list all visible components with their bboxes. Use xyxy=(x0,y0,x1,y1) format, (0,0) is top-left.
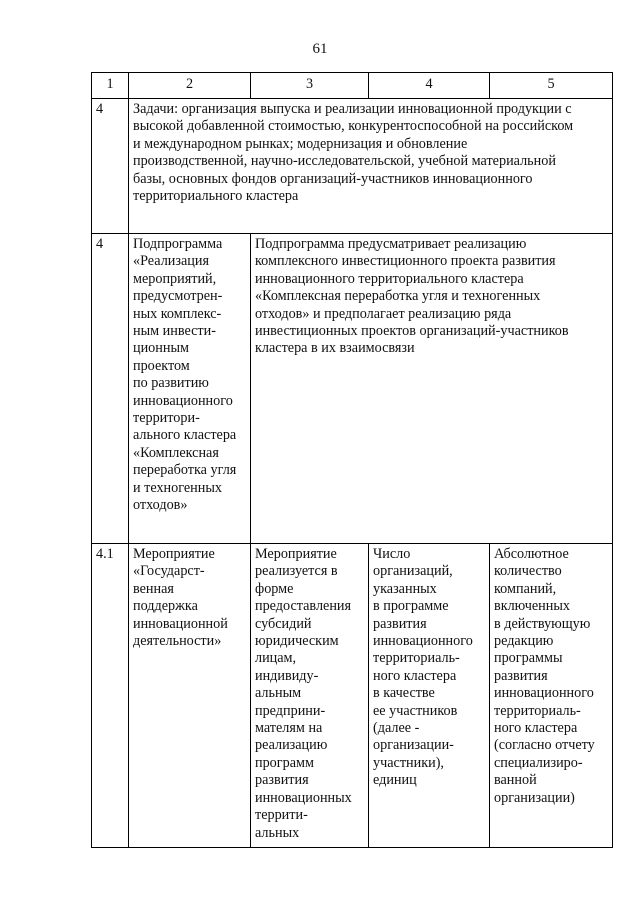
event-calculation-text: Абсолютное количество компаний, включенных в действующую редакцию программы развития инновационного территориаль- ного кластера (согласно отчету специализиро- ванной организации) xyxy=(494,546,595,806)
subprogram-description-text: Подпрограмма предусматривает реализацию комплексного инвестиционного проекта развития инновационного территориального кластера «Комплексная переработка угля и техногенных отходов» и предполагает реализацию ряда инвестиционных проектов организаций-участников кластера в их взаимосвязи xyxy=(255,236,569,357)
event-calculation xyxy=(490,544,613,848)
page-number: 61 xyxy=(312,41,328,57)
header-cell-1: 1 xyxy=(92,73,129,99)
subprogram-name xyxy=(129,234,251,544)
table-row-subprogram xyxy=(92,234,613,544)
header-cell-4: 4 xyxy=(369,73,490,99)
header-cell-2: 2 xyxy=(129,73,251,99)
table-row-event xyxy=(92,544,613,848)
row-number: 4 xyxy=(92,234,129,544)
header-cell-3: 3 xyxy=(251,73,369,99)
event-form-text: Мероприятие реализуется в форме предоставления субсидий юридическим лицам, индивиду- альным предприни- мателям на реализацию программ развития инновационных террити- альных xyxy=(255,546,352,841)
subprogram-name-text: Подпрограмма «Реализация мероприятий, предусмотрен- ных комплекс- ным инвести- ционным проектом по развитию инновационного территори- ального кластера «Комплексная переработка угля и техногенных отходов» xyxy=(133,236,237,514)
subprogram-description xyxy=(251,234,613,544)
row-number: 4.1 xyxy=(92,544,129,848)
program-table xyxy=(91,72,613,848)
event-name-text: Мероприятие «Государст- венная поддержка инновационной деятельности» xyxy=(133,546,228,650)
event-indicator xyxy=(369,544,490,848)
event-form xyxy=(251,544,369,848)
table-row-tasks xyxy=(92,99,613,234)
tasks-text-content: Задачи: организация выпуска и реализации инновационной продукции с высокой добавленной стоимостью, конкурентоспособной на российском и международном рынках; модернизация и обновление производственной, научно-исследовательской, учебной материальной базы, основных фондов организаций-участников инновационного территориального кластера xyxy=(133,101,574,205)
table-header-row xyxy=(92,73,613,99)
tasks-text xyxy=(129,99,613,234)
event-indicator-text: Число организаций, указанных в программе развития инновационного территориаль- ного кластера в качестве ее участников (далее - организации- участники), единиц xyxy=(373,546,473,789)
header-cell-5: 5 xyxy=(490,73,613,99)
event-name xyxy=(129,544,251,848)
row-number: 4 xyxy=(92,99,129,234)
